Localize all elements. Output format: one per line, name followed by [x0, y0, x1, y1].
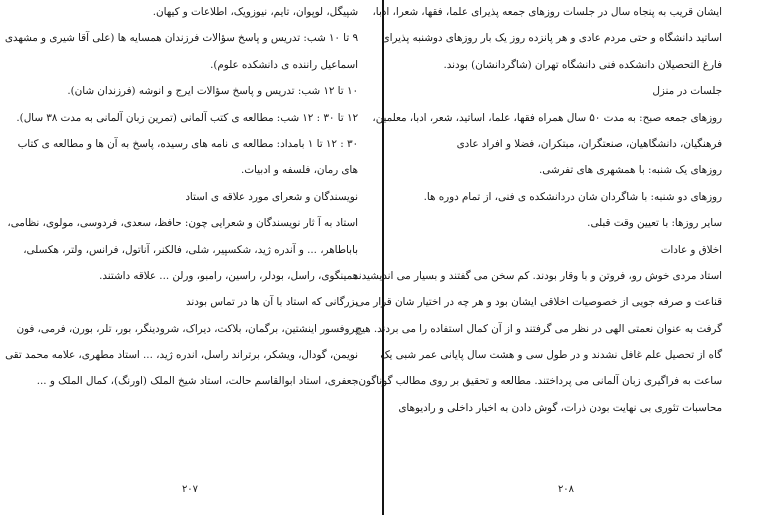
text-line: اساتید دانشگاه و حتی مردم عادی و هر پانزده روز یک بار روزهای دوشنبه پذیرای	[381, 32, 722, 45]
text-line: پروفسور اینشتین، برگمان، بلاکت، دیراک، شرودینگر، بور، تلر، بورن، فرمی، فون	[16, 322, 358, 335]
text-line: نویمن، گودال، ویشکر، برتراند راسل، اندره ژید، ... استاد مطهری، علامه محمد تقی	[5, 349, 358, 362]
text-line: قناعت و صرفه جویی از خصوصیات اخلاقی ایشان بود و هر چه در اختیار شان قرار می	[355, 296, 722, 309]
text-line: استاد مردی خوش رو، فروتن و با وقار بودند. کم سخن می گفتند و بسیار می اندیشیدند	[353, 269, 722, 282]
text-line: روزهای یک شنبه: با همشهری های تفرشی.	[538, 164, 722, 177]
text-line: روزهای دو شنبه: با شاگردان شان دردانشکده ی فنی، از تمام دوره ها.	[423, 190, 722, 203]
section-heading: نویسندگان و شعرای مورد علاقه ی استاد	[185, 190, 358, 203]
text-line: روزهای جمعه صبح: به مدت ۵۰ سال همراه فقها، علما، اساتید، شعر، ادبا، معلمین،	[372, 111, 722, 124]
section-heading: بزرگانی که استاد با آن ها در تماس بودند	[185, 296, 358, 309]
text-line: شپیگل، لوپوان، تایم، نیوزویک، اطلاعات و کیهان.	[152, 6, 358, 18]
text-line: سایر روزها: با تعیین وقت قبلی.	[587, 217, 722, 230]
text-line: فارغ التحصیلان دانشکده فنی دانشگاه تهران (شاگردانشان) بودند.	[443, 58, 722, 71]
text-line: گرفت به عنوان نعمتی الهی در نظر می گرفتند و از آن کمال استفاده را می بردند. هیچ	[355, 322, 722, 335]
text-line: ساعت به فراگیری زبان آلمانی می پرداختند. مطالعه و تحقیق بر روی مطالب گوناگون،	[355, 375, 722, 388]
text-line: ۱۰ تا ۱۲ شب: تدریس و پاسخ سؤالات ایرج و انوشه (فرزندان شان).	[67, 85, 358, 98]
page-number: ۲۰۸	[557, 484, 575, 495]
text-line: استاد به آ ثار نویسندگان و شعرایی چون: حافظ، سعدی، فردوسی، مولوی، نظامی،	[7, 217, 358, 230]
text-line: جعفری، استاد ابوالقاسم حالت، استاد شیخ الملک (اورنگ)، کمال الملک و ...	[36, 375, 358, 388]
text-line: ۱۲ تا ۳۰ : ۱۲ شب: مطالعه ی کتب آلمانی (تمرین زبان آلمانی به مدت ۳۸ سال).	[16, 111, 358, 124]
text-line: باباطاهر، ... و آندره ژید، شکسپیر، شلی، فالکنر، آناتول، فرانس، ولتر، هکسلی،	[23, 243, 358, 256]
text-line: همینگوی، راسل، بودلر، راسین، رامبو، ورلن ... علاقه داشتند.	[99, 269, 358, 282]
text-line: ۹ تا ۱۰ شب: تدریس و پاسخ سؤالات فرزندان همسایه ها (علی آقا شیری و مشهدی	[4, 32, 358, 45]
left-page	[0, 0, 382, 515]
gutter-divider	[382, 0, 384, 515]
text-line: محاسبات تئوری بی نهایت بودن ذرات، گوش دادن به اخبار داخلی و رادیوهای	[398, 401, 722, 414]
text-line: ۳۰ : ۱۲ تا ۱ بامداد: مطالعه ی نامه های رسیده، پاسخ به آن ها و مطالعه ی کتاب	[17, 137, 358, 150]
right-page	[353, 0, 768, 515]
text-line: های رمان، فلسفه و ادبیات.	[241, 164, 358, 177]
page-number: ۲۰۷	[181, 484, 199, 495]
section-heading: جلسات در منزل	[652, 85, 722, 98]
text-line: گاه از تحصیل علم غافل نشدند و در طول سی و هشت سال پایانی عمر شبی یک	[380, 349, 722, 362]
section-heading: اخلاق و عادات	[660, 243, 722, 256]
text-line: فرهنگیان، دانشگاهیان، صنعتگران، مبتکران، فضلا و افراد عادی	[456, 137, 722, 150]
text-line: ایشان قریب به پنجاه سال در جلسات روزهای جمعه پذیرای علما، فقها، شعرا، ادبا،	[372, 6, 722, 18]
text-line: اسماعیل راننده ی دانشکده علوم).	[210, 58, 358, 71]
